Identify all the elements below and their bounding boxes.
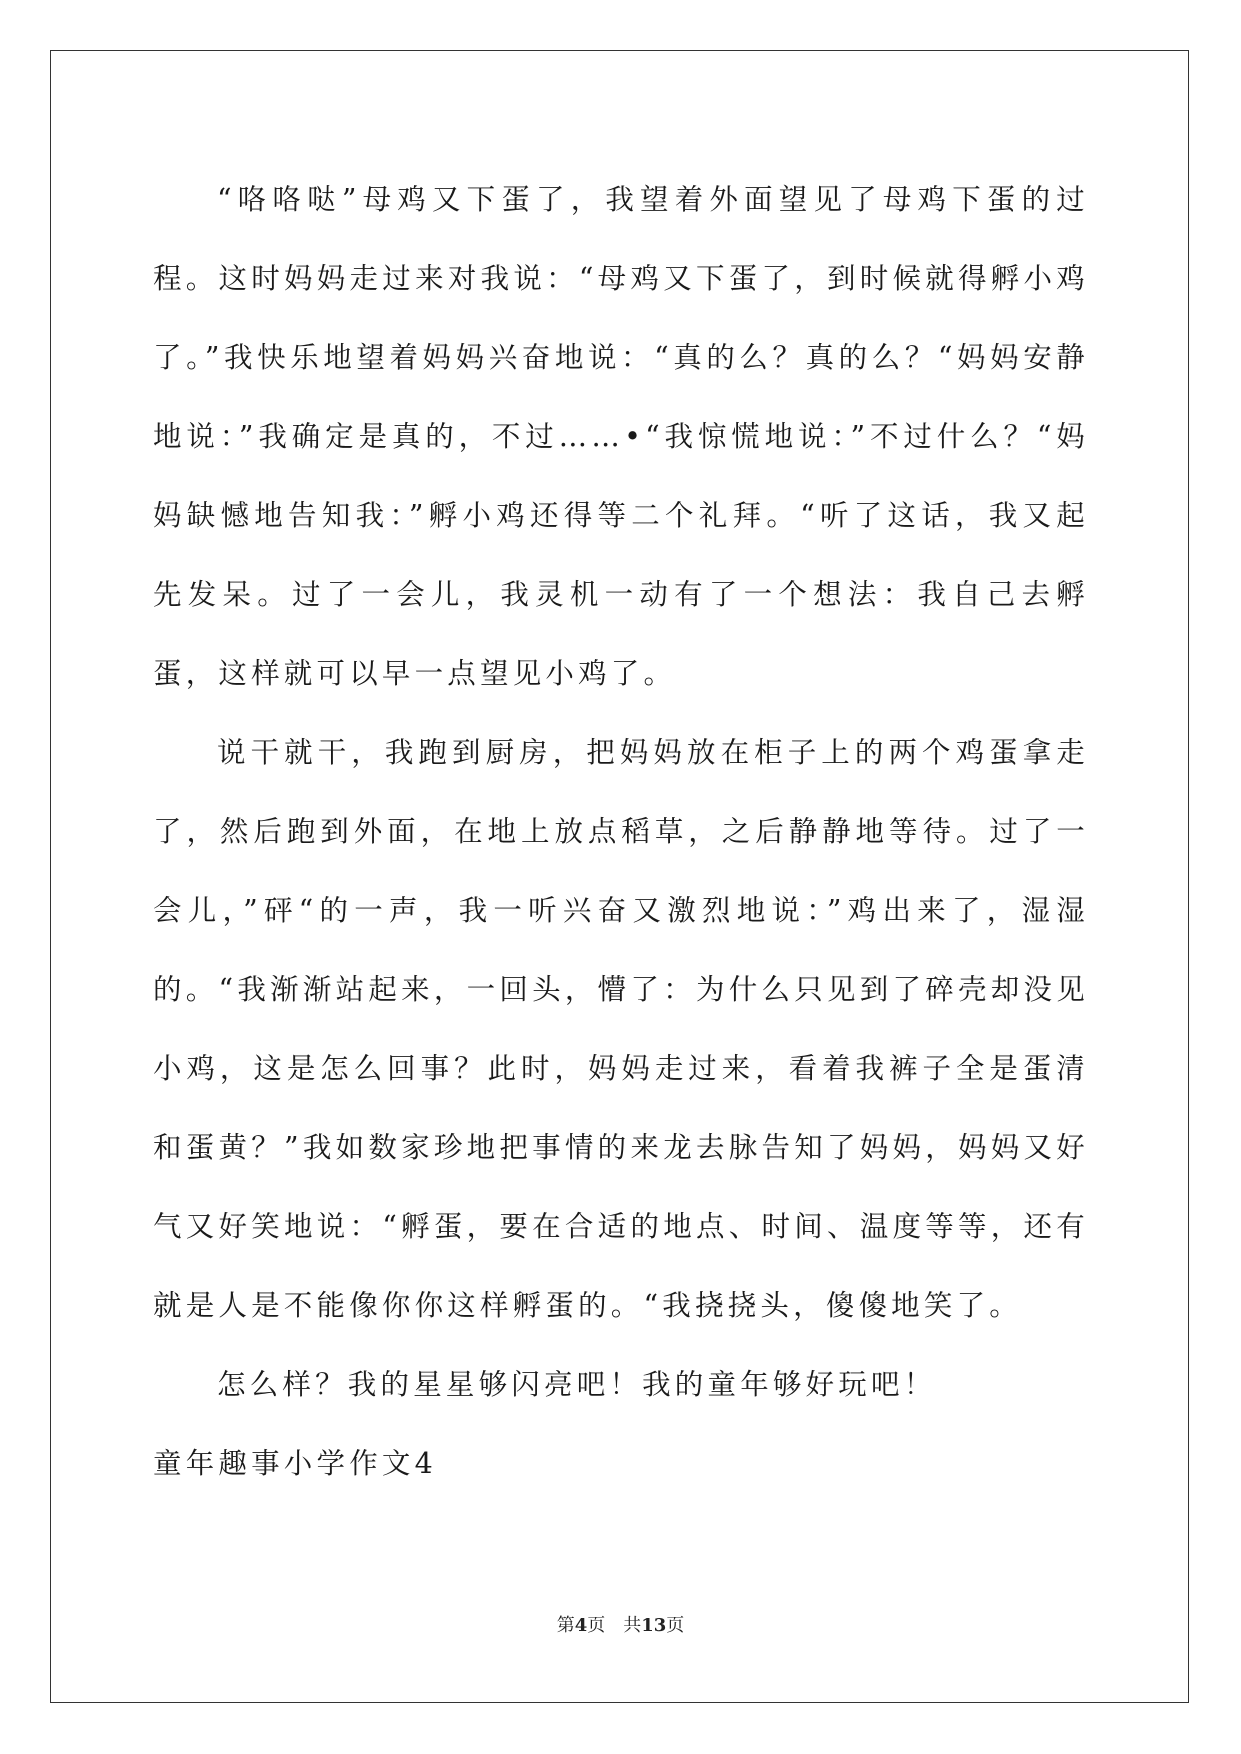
paragraph-2: 说干就干，我跑到厨房，把妈妈放在柜子上的两个鸡蛋拿走了，然后跑到外面，在地上放点稻草，之后静静地等待。过了一会儿，”砰“的一声，我一听兴奋又激烈地说：”鸡出来了，湿湿的。“我渐渐站起来，一回头，懵了：为什么只见到了碎壳却没见小鸡，这是怎么回事？此时，妈妈走过来，看着我裤子全是蛋清和蛋黄？”我如数家珍地把事情的来龙去脉告知了妈妈，妈妈又好气又好笑地说：“孵蛋，要在合适的地点、时间、温度等等，还有就是人是不能像你你这样孵蛋的。“我挠挠头，傻傻地笑了。 (153, 736, 1089, 1322)
paragraph-1: “咯咯哒”母鸡又下蛋了，我望着外面望见了母鸡下蛋的过程。这时妈妈走过来对我说：“母鸡又下蛋了，到时候就得孵小鸡了。”我快乐地望着妈妈兴奋地说：“真的么？真的么？“妈妈安静地说：”我确定是真的，不过……•“我惊慌地说：”不过什么？“妈妈缺憾地告知我：”孵小鸡还得等二个礼拜。“听了这话，我又起先发呆。过了一会儿，我灵机一动有了一个想法：我自己去孵蛋，这样就可以早一点望见小鸡了。 (153, 183, 1089, 690)
section-heading: 童年趣事小学作文4 (153, 1447, 437, 1480)
footer-middle: 页 共 (587, 1615, 642, 1636)
paragraph-3: 怎么样？我的星星够闪亮吧！我的童年够好玩吧！ (217, 1368, 937, 1401)
footer-prefix: 第 (556, 1615, 575, 1636)
footer-page-number: 4 (574, 1615, 588, 1636)
footer-suffix: 页 (666, 1615, 685, 1636)
page-footer (0, 1614, 1241, 1638)
footer-total-pages: 13 (641, 1615, 667, 1636)
document-body (153, 160, 1089, 1503)
